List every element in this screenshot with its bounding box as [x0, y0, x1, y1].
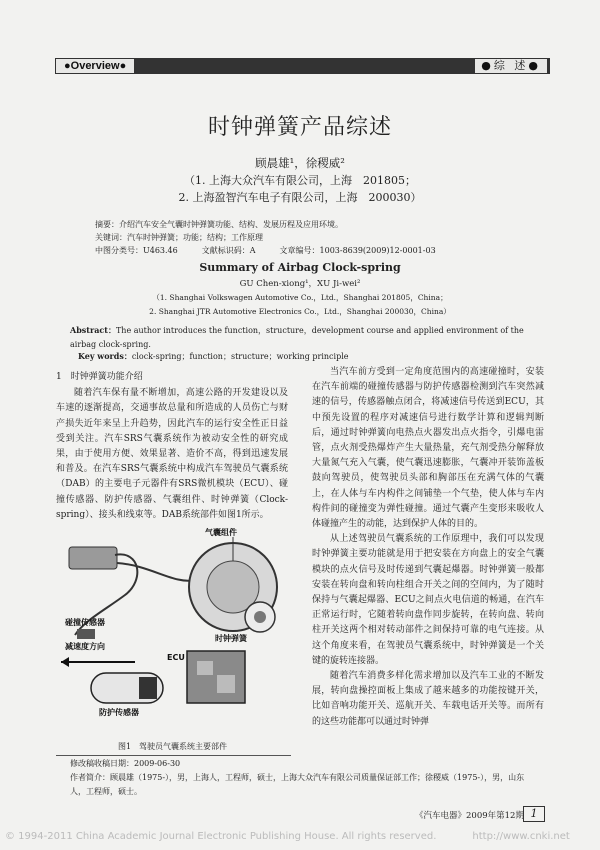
authors: 顾晨雄¹，徐稷威²: [255, 156, 345, 170]
footnote-rule: [56, 755, 291, 756]
cn-abstract: [95, 218, 515, 257]
left-column: [56, 370, 288, 523]
section-heading: 1 时钟弹簧功能介绍: [56, 372, 143, 382]
clock-spring-hub: [254, 611, 266, 623]
figure-1: [55, 525, 290, 747]
label-clock-spring: 时钟弹簧: [215, 634, 247, 643]
figure-caption: 图1 驾驶员气囊系统主要部件: [117, 742, 228, 751]
journal-footer: 《汽车电器》2009年第12期: [415, 811, 524, 821]
english-authors: GU Chen-xiong¹，XU Ji-wei²: [239, 279, 361, 289]
received-date: 修改稿收稿日期：2009-06-30: [70, 759, 181, 768]
right-paragraph-1: 当汽车前方受到一定角度范围内的高速碰撞时，安装在汽车前端的碰撞传感器与防护传感器检测到汽车突然减速的信号，传感器触点闭合，将减速信号传送到ECU，其中预先设置的程序对减速信号进行数学计算和逻辑判断后，通过时钟弹簧向电热点火器发出点火指令，引爆电雷管，点火剂受热爆炸产生大量热量，充气剂受热分解释放大量氮气充入气囊，使气囊迅速膨胀，气囊冲开装饰盖板鼓向驾驶员，使驾驶员头部和胸部压在充满气体的气囊上，在人体与车内构件之间铺垫一个气垫，使人体与车内构件间的碰撞变为弹性碰撞。通过气囊产生变形来吸收人体碰撞产生的动能，达到保护人体的目的。: [312, 367, 544, 530]
label-ecu: ECU: [167, 653, 185, 662]
figure-drawing: [55, 525, 290, 747]
copyright-text: © 1994-2011 China Academic Journal Electronic Publishing House. All rights reserved.: [5, 831, 437, 842]
label-deceleration: 减速度方向: [65, 642, 105, 651]
cn-classification: 中图分类号：U463.46 文献标识码：A 文章编号：1003-8639(2009)12-0001-03: [95, 246, 436, 255]
english-abstract: [70, 323, 530, 352]
ecu-shape: [187, 651, 245, 703]
right-paragraph-3: 随着汽车消费多样化需求增加以及汽车工业的不断发展，转向盘操控面板上集成了越来越多的功能按键开关，比如音响功能开关、巡航开关、车载电话开关等。而所有的这些功能都可以通过时钟弹: [312, 671, 544, 727]
arrow-head: [61, 657, 69, 667]
english-keywords: [78, 351, 538, 362]
english-affiliation-1: （1. Shanghai Volkswagen Automotive Co.，Ltd.，Shanghai 201805，China；: [152, 293, 448, 302]
english-abstract-text: The author introduces the function，structure，development course and applied environment of the airbag clock-spring.: [70, 326, 524, 349]
cn-keywords: 关键词：汽车时钟弹簧；功能；结构；工作原理: [95, 233, 263, 242]
connector-shape: [77, 629, 95, 639]
english-title: Summary of Airbag Clock-spring: [199, 261, 401, 274]
english-keywords-text: clock-spring；function；structure；working principle: [131, 352, 349, 361]
left-paragraph: 随着汽车保有量不断增加，高速公路的开发建设以及车速的逐渐提高，交通事故总量和所造成的人员伤亡与财产损失近年来呈上升趋势，因此汽车的运行安全性正日益受到关注。汽车SRS气囊系统作为被动安全性的研究成果，由于使用方便、效果显著、造价不高，得到迅速发展和普及。在汽车SRS气囊系统中构成汽车驾驶员气囊系统（DAB）的主要电子元器件有SRS微机模块（ECU）、碰撞传感器、防护传感器、气囊组件、时钟弹簧（Clock-spring）、接头和线束等。DAB系统部件如图1所示。: [56, 388, 288, 520]
author-bio: 作者简介：顾晨雄（1975-），男，上海人，工程师，硕士，上海大众汽车有限公司质量保证部工作；徐稷威（1975-），男，山东人，工程师，硕士。: [70, 773, 525, 796]
crash-sensor-shape: [69, 547, 117, 569]
cnki-url[interactable]: http://www.cnki.net: [472, 831, 570, 842]
affiliation-1: （1. 上海大众汽车有限公司，上海 201805；: [184, 174, 416, 187]
section-label-overview: ●Overview●: [56, 59, 134, 73]
ecu-chip: [197, 661, 213, 675]
page-number: 1: [523, 806, 545, 822]
label-crash-sensor: 碰撞传感器: [65, 618, 105, 627]
english-affiliation-2: 2. Shanghai JTR Automotive Electronics Co.，Ltd.，Shanghai 200030，China）: [149, 307, 451, 316]
harness-wire: [117, 563, 195, 581]
affiliation-2: 2. 上海盈智汽车电子有限公司，上海 200030）: [178, 191, 422, 204]
section-label-review: ●综 述●: [475, 59, 547, 73]
english-keywords-label: Key words：: [78, 351, 132, 361]
right-paragraph-2: 从上述驾驶员气囊系统的工作原理中，我们可以发现时钟弹簧主要功能就是用于把安装在方向盘上的安全气囊模块的点火信号及时传递到气囊起爆器。时钟弹簧一般都安装在转向盘和转向柱组合开关之间的空间内，为了随时保持与气囊起爆器、ECU之间点火电信道的畅通，在汽车正常运行时，它随着转向盘作同步旋转，在转向盘、转向柱开关这两个相对转动部件之间保持可靠的电气连接。从这个角度来看，在驾驶员气囊系统中，时钟弹簧是一个关键的旋转连接器。: [312, 534, 544, 666]
label-airbag: 气囊组件: [205, 528, 237, 537]
english-abstract-label: Abstract：: [70, 325, 116, 335]
right-column: [312, 365, 544, 730]
ecu-chip: [217, 675, 235, 693]
label-safing-sensor: 防护传感器: [99, 708, 139, 717]
safing-sensor-contact: [139, 677, 157, 699]
copyright-line: [5, 831, 595, 842]
cn-abstract-text: 摘要：介绍汽车安全气囊时钟弹簧功能、结构、发展历程及应用环境。: [95, 220, 343, 229]
paper-title: 时钟弹簧产品综述: [207, 115, 392, 140]
